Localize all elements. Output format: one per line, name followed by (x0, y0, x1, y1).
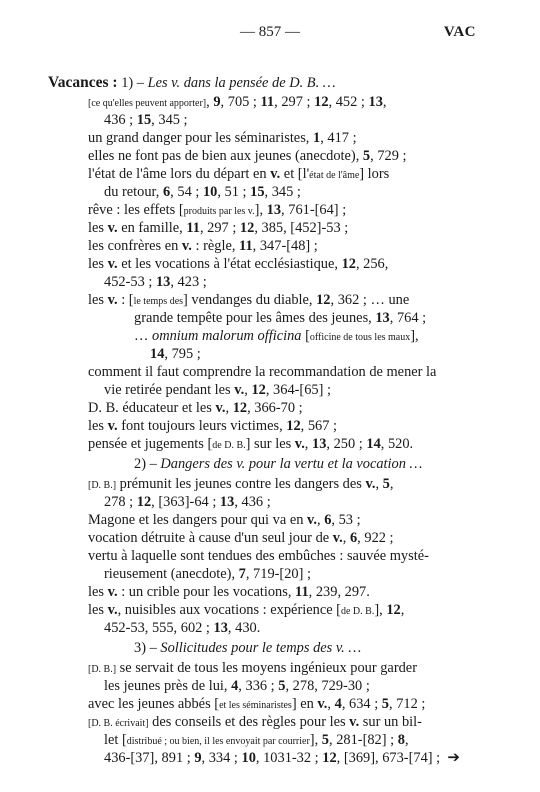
text-segment: v. (317, 696, 328, 712)
index-line (88, 601, 404, 621)
text-segment: et [ (280, 166, 303, 182)
text-segment: [D. B.] (88, 664, 117, 675)
text-segment: : règle, (191, 238, 240, 254)
index-line (134, 327, 419, 347)
text-segment: 1) – (117, 75, 148, 91)
text-segment: v. (181, 238, 192, 254)
text-segment: 3) – (134, 640, 161, 656)
text-segment: [D. B.] (88, 480, 117, 491)
index-line (104, 381, 331, 399)
index-line (88, 399, 303, 417)
text-segment: , 436 ; (234, 494, 271, 510)
text-segment: , 729 ; (370, 148, 407, 164)
text-segment: 11 (239, 238, 253, 254)
index-line (134, 639, 361, 657)
text-segment: 436 ; (104, 112, 137, 128)
text-segment: [D. B. écrivait] (88, 718, 149, 729)
text-segment: , 362 ; … une (330, 292, 410, 308)
index-line (88, 255, 388, 273)
text-segment: 5 (382, 476, 390, 492)
page-header (0, 24, 540, 44)
text-segment: , 520. (380, 436, 414, 452)
text-segment: de D. B. (340, 606, 375, 617)
text-segment: 6 (349, 530, 358, 546)
index-line (88, 219, 348, 237)
index-line (104, 111, 188, 129)
text-segment: 9 (213, 94, 221, 110)
text-segment: les (88, 292, 108, 308)
text-segment: , 334 ; (201, 750, 242, 766)
index-line (104, 677, 370, 695)
text-segment: omnium malorum officina (152, 328, 302, 344)
text-segment: , (342, 530, 350, 546)
text-segment: v. (270, 166, 281, 182)
text-segment: elles ne font pas de bien aux jeunes (anecdote), (88, 148, 363, 164)
index-line (104, 619, 260, 637)
text-segment: 13 (375, 310, 390, 326)
text-segment: , 423 ; (170, 274, 207, 290)
text-segment: v. (307, 512, 317, 528)
text-segment: les confrères en (88, 238, 182, 254)
text-segment: ] vendanges du diable, (183, 292, 317, 308)
text-segment: 6 (324, 512, 332, 528)
text-segment: ], (254, 202, 267, 218)
text-segment: 12 (136, 494, 152, 510)
text-segment: ], (410, 328, 419, 344)
text-segment: l'état de l'âme lors du départ en (88, 166, 271, 182)
index-line (88, 511, 361, 529)
text-segment: 278 ; (104, 494, 137, 510)
index-line (150, 345, 201, 363)
text-segment: 11 (186, 220, 200, 236)
text-segment: des conseils et des règles pour les (148, 714, 350, 730)
text-segment: , 364-[65] ; (265, 382, 332, 398)
text-segment: vertu à laquelle sont tendues des embûches : sauvée mysté- (88, 548, 429, 564)
text-segment: , (327, 696, 335, 712)
index-line (88, 363, 436, 381)
text-segment: ], (374, 602, 387, 618)
text-segment: , (382, 94, 387, 110)
text-segment: 12 (286, 418, 301, 434)
index-line (88, 201, 346, 221)
text-segment: , 281-[82] ; (329, 732, 398, 748)
text-segment: , 345 ; (151, 112, 188, 128)
text-segment: , 795 ; (164, 346, 201, 362)
text-segment: , nuisibles aux vocations : expérience [ (117, 602, 341, 618)
index-line (88, 695, 425, 715)
index-line (88, 547, 429, 565)
text-segment: 12 (314, 94, 329, 110)
text-segment: , (225, 400, 233, 416)
index-line (88, 713, 422, 733)
text-segment: , 256, (355, 256, 389, 272)
text-segment: 11 (260, 94, 275, 110)
text-segment: 13 (266, 202, 282, 218)
text-segment: les jeunes près de lui, (104, 678, 232, 694)
text-segment: , 719-[20] ; (245, 566, 312, 582)
text-segment: 5 (362, 148, 371, 164)
index-line (104, 273, 207, 291)
text-segment: pensée et jugements [ (88, 436, 213, 452)
text-segment: et les séminaristes (219, 700, 292, 711)
text-segment: v. (107, 602, 118, 618)
text-segment: rêve : les effets [ (88, 202, 184, 218)
text-segment: , (375, 476, 383, 492)
text-segment: Magone et les dangers pour qui va en (88, 512, 307, 528)
text-segment: 10 (202, 184, 218, 200)
text-segment: 15 (136, 112, 152, 128)
text-segment: , (389, 476, 394, 492)
continued-arrow-icon: ➔ (447, 750, 460, 766)
text-segment: , 764 ; (389, 310, 427, 326)
text-segment: … (134, 328, 152, 344)
text-segment: v. (332, 530, 343, 546)
text-segment: 6 (162, 184, 171, 200)
index-line (88, 129, 357, 147)
entry-heading-line (48, 74, 336, 92)
text-segment: v. (107, 256, 118, 272)
text-segment: comment il faut comprendre la recommandation de mener la (88, 364, 437, 380)
index-line (88, 659, 417, 679)
text-segment: 15 (250, 184, 265, 200)
text-segment: , (206, 94, 214, 110)
index-line (88, 435, 413, 455)
index-line (88, 165, 389, 185)
text-segment: Les v. dans la pensée de D. B. … (147, 75, 336, 91)
text-segment: Dangers des v. pour la vertu et la vocation … (160, 456, 423, 472)
index-line (104, 183, 301, 201)
text-segment: , 336 ; (238, 678, 279, 694)
index-line (88, 583, 370, 601)
text-segment: , (400, 602, 405, 618)
text-segment: les (88, 418, 108, 434)
text-segment: produits par les v. (183, 206, 255, 217)
text-segment: , [363]-64 ; (151, 494, 220, 510)
text-segment: état de l'âme (309, 170, 360, 181)
text-segment: prémunit les jeunes contre les dangers des (116, 476, 366, 492)
index-line (134, 455, 422, 473)
text-segment: Sollicitudes pour le temps des v. … (160, 640, 362, 656)
index-line (88, 237, 318, 255)
text-segment: 12 (239, 220, 255, 236)
index-line (88, 93, 387, 113)
text-segment: officine de tous les maux (309, 332, 411, 343)
text-segment: vocation détruite à cause d'un seul jour de (88, 530, 333, 546)
text-segment: 436-[37], 891 ; (104, 750, 195, 766)
text-segment: en famille, (117, 220, 187, 236)
index-line (104, 749, 460, 767)
text-segment: 12 (322, 750, 337, 766)
text-segment: , 417 ; (320, 130, 357, 146)
text-segment: 12 (232, 400, 248, 416)
text-segment: les (88, 256, 108, 272)
text-segment: : [ (117, 292, 134, 308)
text-segment: le temps des (133, 296, 184, 307)
text-segment: ], (309, 732, 322, 748)
text-segment: , 430. (227, 620, 261, 636)
text-segment: , 53 ; (331, 512, 361, 528)
text-segment: 12 (341, 256, 356, 272)
text-segment: D. B. éducateur et les (88, 400, 216, 416)
text-segment: [ce qu'elles peuvent apporter] (88, 98, 207, 109)
running-head: VAC (443, 24, 476, 40)
index-line (134, 309, 426, 327)
text-segment: v. (107, 584, 118, 600)
text-segment: v. (294, 436, 305, 452)
text-segment: , 345 ; (264, 184, 301, 200)
text-segment: 7 (238, 566, 246, 582)
text-segment: 12 (316, 292, 331, 308)
text-segment: , 239, 297. (308, 584, 370, 600)
text-segment: ] sur les (245, 436, 295, 452)
text-segment: , (404, 732, 409, 748)
text-segment: [ (301, 328, 310, 344)
text-segment: , 922 ; (357, 530, 394, 546)
text-segment: v. (107, 292, 118, 308)
text-segment: , (317, 512, 325, 528)
text-segment: les (88, 602, 108, 618)
text-segment: l' (302, 166, 310, 182)
text-segment: 1 (313, 130, 321, 146)
entry-term: Vacances : (48, 74, 118, 91)
text-segment: v. (107, 418, 118, 434)
text-segment: font toujours leurs victimes, (117, 418, 287, 434)
text-segment: ] lors (359, 166, 390, 182)
text-segment: , (244, 382, 252, 398)
text-segment: rieusement (anecdote), (104, 566, 239, 582)
text-segment: 12 (251, 382, 266, 398)
text-segment: vie retirée pendant les (104, 382, 235, 398)
text-segment: 13 (219, 494, 235, 510)
text-segment: distribué ; ou bien, il les envoyait par courrier (126, 736, 310, 747)
text-segment: , 297 ; (274, 94, 315, 110)
text-segment: 4 (231, 678, 239, 694)
text-segment: les (88, 584, 108, 600)
text-segment: , 761-[64] ; (281, 202, 347, 218)
text-segment: de D. B. (212, 440, 246, 451)
text-segment: , (304, 436, 312, 452)
page-number: — 857 — (240, 24, 300, 40)
text-segment: se servait de tous les moyens ingénieux pour garder (116, 660, 417, 676)
text-segment: grande tempête pour les âmes des jeunes, (134, 310, 376, 326)
index-line (88, 417, 337, 435)
index-line (104, 565, 311, 583)
text-segment: 11 (295, 584, 309, 600)
text-segment: , 567 ; (300, 418, 338, 434)
text-segment: , 385, [452]-53 ; (254, 220, 349, 236)
index-line (88, 529, 394, 547)
text-segment: 5 (381, 696, 389, 712)
index-line (88, 291, 409, 311)
text-segment: 12 (386, 602, 401, 618)
text-segment: 13 (155, 274, 171, 290)
text-segment: let [ (104, 732, 127, 748)
text-segment: 2) – (134, 456, 161, 472)
text-segment: : un crible pour les vocations, (117, 584, 296, 600)
text-segment: avec les jeunes abbés [ (88, 696, 220, 712)
text-segment: du retour, (104, 184, 163, 200)
index-line (104, 731, 409, 751)
text-segment: 13 (368, 94, 383, 110)
text-segment: 5 (321, 732, 329, 748)
text-segment: , 297 ; (199, 220, 240, 236)
text-segment: 10 (241, 750, 256, 766)
text-segment: , 54 ; (170, 184, 203, 200)
text-segment: 14 (366, 436, 381, 452)
index-line (88, 475, 393, 495)
text-segment: v. (349, 714, 360, 730)
text-segment: 13 (213, 620, 228, 636)
text-segment: v. (215, 400, 226, 416)
text-segment: 9 (194, 750, 202, 766)
index-line (104, 493, 271, 511)
text-segment: 452-53, 555, 602 ; (104, 620, 214, 636)
text-segment: v. (365, 476, 376, 492)
text-segment: 8 (397, 732, 405, 748)
text-segment: 14 (150, 346, 165, 362)
text-segment: , 347-[48] ; (252, 238, 318, 254)
text-segment: , 1031-32 ; (255, 750, 323, 766)
text-segment: v. (234, 382, 245, 398)
text-segment: , 366-70 ; (247, 400, 303, 416)
text-segment: v. (107, 220, 118, 236)
index-line (88, 147, 407, 165)
text-segment: , 634 ; (341, 696, 382, 712)
text-segment: , 278, 729-30 ; (285, 678, 370, 694)
text-segment: un grand danger pour les séminaristes, (88, 130, 313, 146)
text-segment: sur un bil- (359, 714, 422, 730)
text-segment: 4 (334, 696, 342, 712)
text-segment: 13 (312, 436, 327, 452)
text-segment: , 452 ; (328, 94, 369, 110)
text-segment: , 712 ; (389, 696, 426, 712)
text-segment: , 250 ; (326, 436, 367, 452)
text-segment: 452-53 ; (104, 274, 156, 290)
text-segment: les (88, 220, 108, 236)
text-segment: , [369], 673-[74] ; (336, 750, 448, 766)
text-segment: 5 (278, 678, 286, 694)
text-segment: , 705 ; (220, 94, 261, 110)
text-segment: , 51 ; (217, 184, 251, 200)
text-segment: et les vocations à l'état ecclésiastique, (117, 256, 342, 272)
text-segment: ] en (291, 696, 318, 712)
